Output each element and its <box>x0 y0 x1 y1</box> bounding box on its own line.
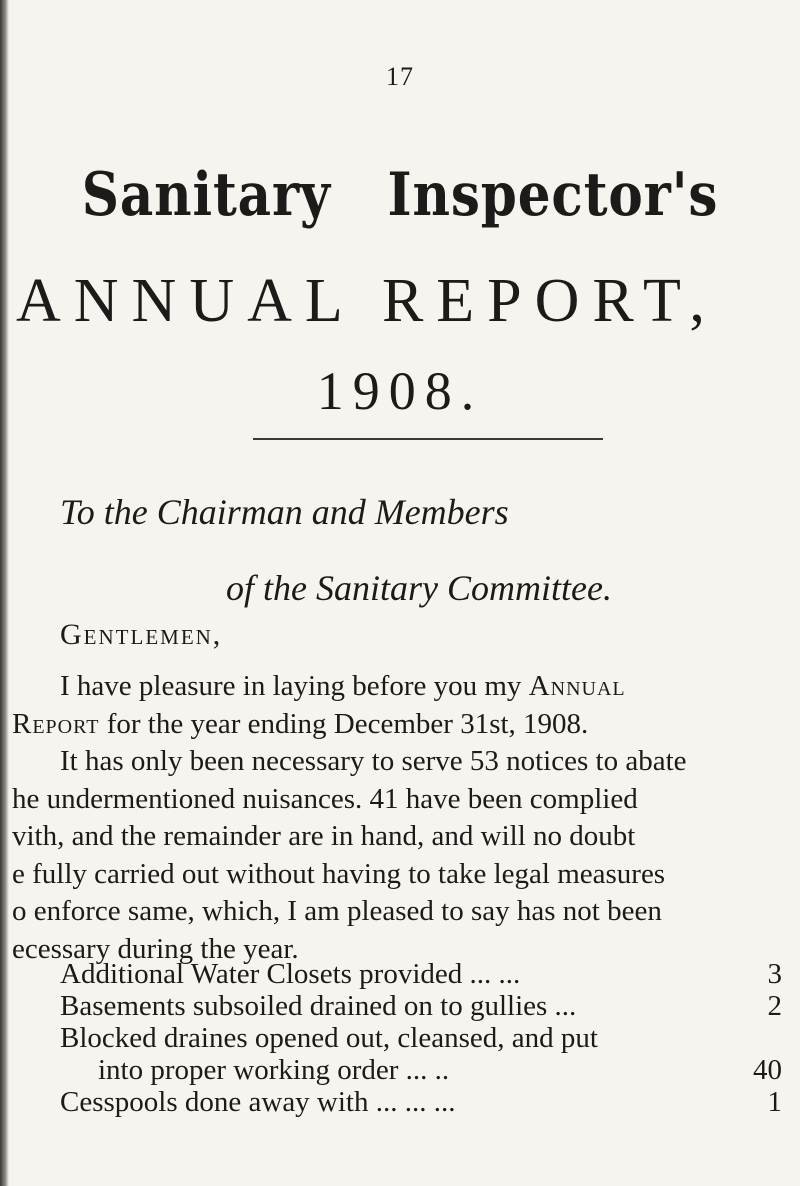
report-word: Report <box>12 707 100 740</box>
title-divider <box>253 438 603 440</box>
paragraph-1-text-end: for the year ending December 31st, 1908. <box>106 707 589 740</box>
list-item <box>0 990 800 1022</box>
annual-word: Annual <box>528 670 626 702</box>
paragraph-2-line-2: he undermentioned nuisances. 41 have been complied <box>12 782 638 815</box>
report-blackletter-heading <box>56 160 744 230</box>
list-item <box>0 1054 800 1086</box>
report-year: 1908. <box>316 361 484 421</box>
list-item <box>0 958 800 990</box>
paragraph-2-line-6: ecessary during the year. <box>12 932 299 965</box>
paragraph-2-line-3: vith, and the remainder are in hand, and will no doubt <box>12 820 636 852</box>
heading-word-sanitary: Sanitary <box>81 160 331 230</box>
paragraph-1-line-1 <box>0 668 780 706</box>
item-label: Cesspools done away with ... ... ... <box>60 1086 456 1118</box>
paragraph-2-line-1: It has only been necessary to serve 53 notices to abate <box>60 745 687 777</box>
item-count: 2 <box>767 990 782 1022</box>
item-count: 40 <box>753 1054 782 1086</box>
item-label: into proper working order ... .. <box>98 1054 450 1086</box>
salutation-line-1: To the Chairman and Members <box>60 492 509 532</box>
report-body <box>0 668 780 968</box>
paragraph-1-line-2 <box>0 706 780 744</box>
list-item <box>0 1086 800 1118</box>
salutation-line-2: of the Sanitary Committee. <box>226 568 612 608</box>
paragraph-2-line-5: o enforce same, which, I am pleased to say has not been <box>12 895 662 927</box>
item-label: Additional Water Closets provided ... ... <box>60 958 521 990</box>
item-label: Basements subsoiled drained on to gullies ... <box>60 990 577 1022</box>
nuisance-items-list <box>0 958 800 1118</box>
page-number: 17 <box>386 62 414 91</box>
heading-word-inspectors: Inspector's <box>387 160 719 230</box>
list-item <box>0 1022 800 1054</box>
paragraph-2-line-4: e fully carried out without having to take legal measures <box>12 857 666 890</box>
greeting: Gentlemen, <box>60 618 223 651</box>
item-label: Blocked draines opened out, cleansed, and put <box>60 1022 598 1054</box>
report-title: ANNUAL REPORT, <box>16 267 718 335</box>
item-count: 1 <box>767 1086 782 1118</box>
item-count: 3 <box>767 958 782 990</box>
paragraph-1-text: I have pleasure in laying before you my <box>60 670 522 702</box>
